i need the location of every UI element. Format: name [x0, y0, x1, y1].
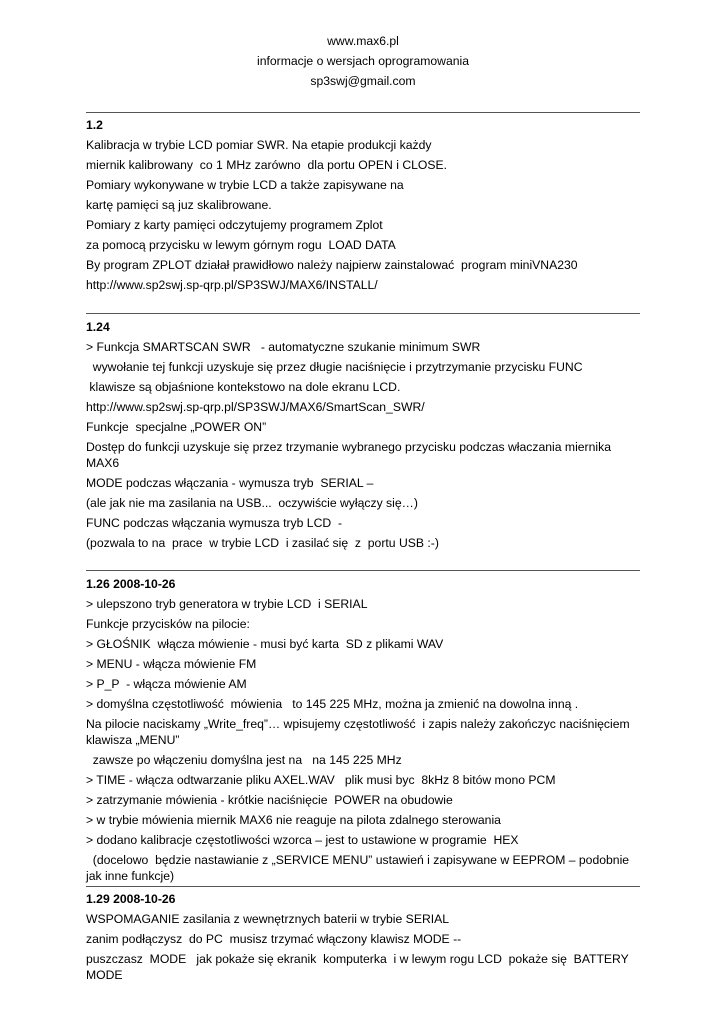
text-line: kartę pamięci są juz skalibrowane.: [86, 198, 272, 212]
text-line: (pozwala to na prace w trybie LCD i zasilać się z portu USB :-): [86, 536, 439, 550]
text-line: Pomiary wykonywane w trybie LCD a także zapisywane na: [86, 178, 404, 192]
text-line: klawisze są objaśnione kontekstowo na dole ekranu LCD.: [86, 380, 401, 394]
text-line: > zatrzymanie mówienia - krótkie naciśnięcie POWER na obudowie: [86, 793, 453, 807]
text-line: (ale jak nie ma zasilania na USB... oczywiście wyłączy się…): [86, 496, 418, 510]
text-line: za pomocą przycisku w lewym górnym rogu LOAD DATA: [86, 238, 396, 252]
text-line: > Funkcja SMARTSCAN SWR - automatyczne szukanie minimum SWR: [86, 340, 481, 354]
document-header: [86, 0, 640, 109]
text-line: Pomiary z karty pamięci odczytujemy programem Zplot: [86, 218, 383, 232]
text-line: miernik kalibrowany co 1 MHz zarówno dla portu OPEN i CLOSE.: [86, 158, 448, 172]
version-section-1-26: [86, 570, 640, 886]
text-line: > domyślna częstotliwość mówienia to 145 225 MHz, można ja zmienić na dowolna inną .: [86, 697, 579, 711]
section-title: 1.26 2008-10-26: [86, 577, 176, 591]
section-title: 1.24: [86, 320, 110, 334]
text-line: http://www.sp2swj.sp-qrp.pl/SP3SWJ/MAX6/SmartScan_SWR/: [86, 400, 425, 414]
text-line: > w trybie mówienia miernik MAX6 nie reaguje na pilota zdalnego sterowania: [86, 813, 501, 827]
text-line: > P_P - włącza mówienie AM: [86, 677, 247, 691]
text-line: MODE podczas włączania - wymusza tryb SERIAL –: [86, 476, 374, 490]
text-line: Funkcje specjalne „POWER ON”: [86, 420, 267, 434]
text-line: > ulepszono tryb generatora w trybie LCD i SERIAL: [86, 597, 368, 611]
text-line: > TIME - włącza odtwarzanie pliku AXEL.WAV plik musi byc 8kHz 8 bitów mono PCM: [86, 773, 556, 787]
text-line: > GŁOŚNIK włącza mówienie - musi być karta SD z plikami WAV: [86, 637, 444, 651]
text-line: http://www.sp2swj.sp-qrp.pl/SP3SWJ/MAX6/INSTALL/: [86, 278, 378, 292]
section-title: 1.29 2008-10-26: [86, 892, 176, 906]
section-title: 1.2: [86, 118, 103, 132]
document-page: [86, 0, 640, 982]
text-line: By program ZPLOT działał prawidłowo należy najpierw zainstalować program miniVNA230: [86, 258, 578, 272]
text-line: Na pilocie naciskamy „Write_freq”… wpisujemy częstotliwość i zapis należy zakończyc naciśnięciem klawisza „MENU”: [86, 717, 634, 747]
text-line: > dodano kalibracje częstotliwości wzorca – jest to ustawione w programie HEX: [86, 833, 519, 847]
version-section-1-24: [86, 313, 640, 553]
text-line: puszczasz MODE jak pokaże się ekranik komputerka i w lewym rogu LCD pokaże się BATTERY MODE: [86, 952, 632, 982]
text-line: (docelowo będzie nastawianie z „SERVICE MENU” ustawień i zapisywane w EEPROM – podobnie jak inne funkcje): [86, 853, 633, 883]
text-line: WSPOMAGANIE zasilania z wewnętrznych baterii w trybie SERIAL: [86, 912, 450, 926]
version-section-1-2: [86, 112, 640, 295]
text-line: Kalibracja w trybie LCD pomiar SWR. Na etapie produkcji każdy: [86, 138, 432, 152]
text-line: Funkcje przycisków na pilocie:: [86, 617, 250, 631]
text-line: Dostęp do funkcji uzyskuje się przez trzymanie wybranego przycisku podczas właczania miernika MAX6: [86, 440, 615, 470]
text-line: > MENU - włącza mówienie FM: [86, 657, 257, 671]
site-url: www.max6.pl: [327, 34, 399, 48]
text-line: wywołanie tej funkcji uzyskuje się przez długie naciśnięcie i przytrzymanie przycisku FUNC: [86, 360, 583, 374]
text-line: FUNC podczas włączania wymusza tryb LCD -: [86, 516, 343, 530]
document-subtitle: informacje o wersjach oprogramowania: [256, 54, 470, 68]
contact-email: sp3swj@gmail.com: [310, 74, 416, 88]
text-line: zanim podłączysz do PC musisz trzymać włączony klawisz MODE --: [86, 932, 462, 946]
version-section-1-29: [86, 886, 640, 985]
text-line: zawsze po włączeniu domyślna jest na na 145 225 MHz: [86, 753, 402, 767]
